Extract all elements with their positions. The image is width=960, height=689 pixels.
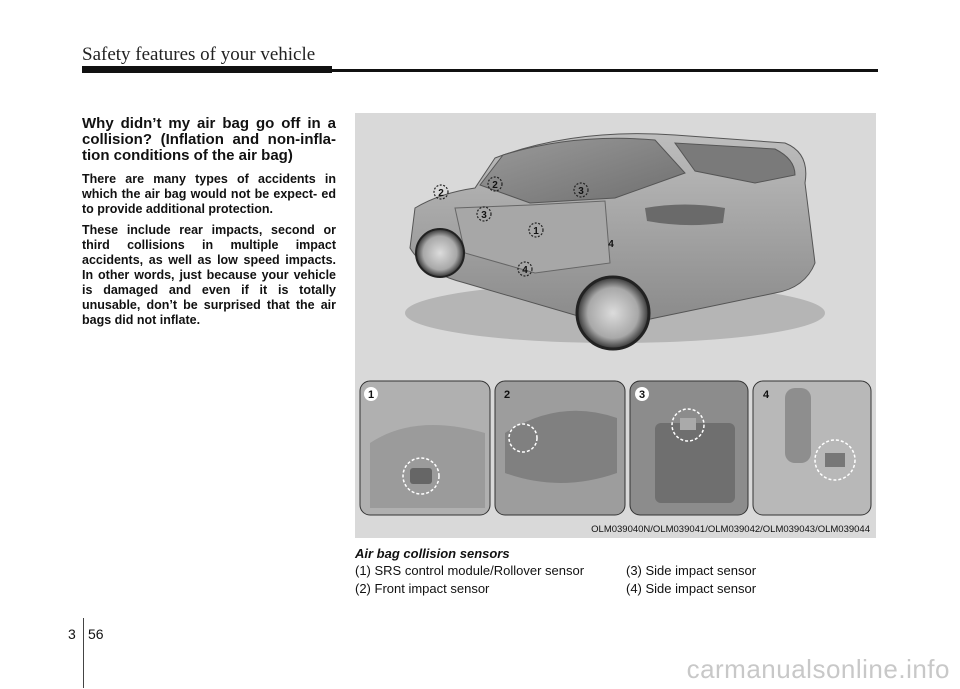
figure-code: OLM039040N/OLM039041/OLM039042/OLM039043/OLM039044 — [591, 524, 870, 535]
paragraph-2: These include rear impacts, second or third collisions in multiple impact accidents, as well as low speed impacts. In other words, just because your vehicle is damaged and even if it is totally unusable, don’t be surprised that the air bags did not inflate. — [82, 223, 336, 327]
caption-item-1: (1) SRS control module/Rollover sensor — [355, 563, 585, 578]
airbag-sensor-figure — [355, 113, 876, 538]
paragraph-1: There are many types of accidents in which the air bag would not be expect- ed to provide additional protection. — [82, 172, 336, 216]
taillight — [645, 205, 725, 226]
caption-item-2: (2) Front impact sensor — [355, 581, 490, 596]
panel-label-2: 2 — [503, 389, 511, 401]
panel3-sensor — [680, 418, 696, 430]
main-marker-2a: 2 — [438, 188, 444, 199]
front-wheel — [416, 229, 464, 277]
main-marker-2b: 2 — [492, 180, 498, 191]
panel1-console — [370, 425, 485, 508]
caption-title: Air bag collision sensors — [355, 546, 510, 561]
main-marker-4b: 4 — [522, 265, 528, 276]
footer-divider — [83, 618, 84, 688]
header-rule-accent — [82, 66, 332, 73]
rear-wheel — [577, 277, 649, 349]
main-marker-3b: 3 — [578, 186, 584, 197]
panel-label-1: 1 — [367, 389, 375, 401]
panel4-sensor — [825, 453, 845, 467]
panel3-door — [655, 423, 735, 503]
caption-item-4: (4) Side impact sensor — [626, 581, 757, 596]
car-illustration — [355, 113, 876, 538]
panel-label-3: 3 — [638, 389, 646, 401]
body-text-column — [82, 116, 336, 334]
section-heading: Why didn’t my air bag go off in a collision? (Inflation and non-infla- tion conditions of the air bag) — [82, 115, 336, 164]
panel-label-4: 4 — [762, 389, 770, 401]
panel1-sensor — [410, 468, 432, 484]
chapter-number: 3 — [68, 626, 76, 642]
panel4-pillar — [785, 388, 811, 463]
page-number: 56 — [88, 626, 104, 642]
watermark: carmanualsonline.info — [686, 654, 950, 684]
main-marker-3a: 3 — [481, 210, 487, 221]
page-header-title: Safety features of your vehicle — [82, 44, 316, 65]
main-marker-4a: 4 — [608, 239, 614, 250]
detail-panel-4 — [753, 381, 871, 515]
main-marker-1: 1 — [533, 226, 539, 237]
caption-item-3: (3) Side impact sensor — [626, 563, 757, 578]
